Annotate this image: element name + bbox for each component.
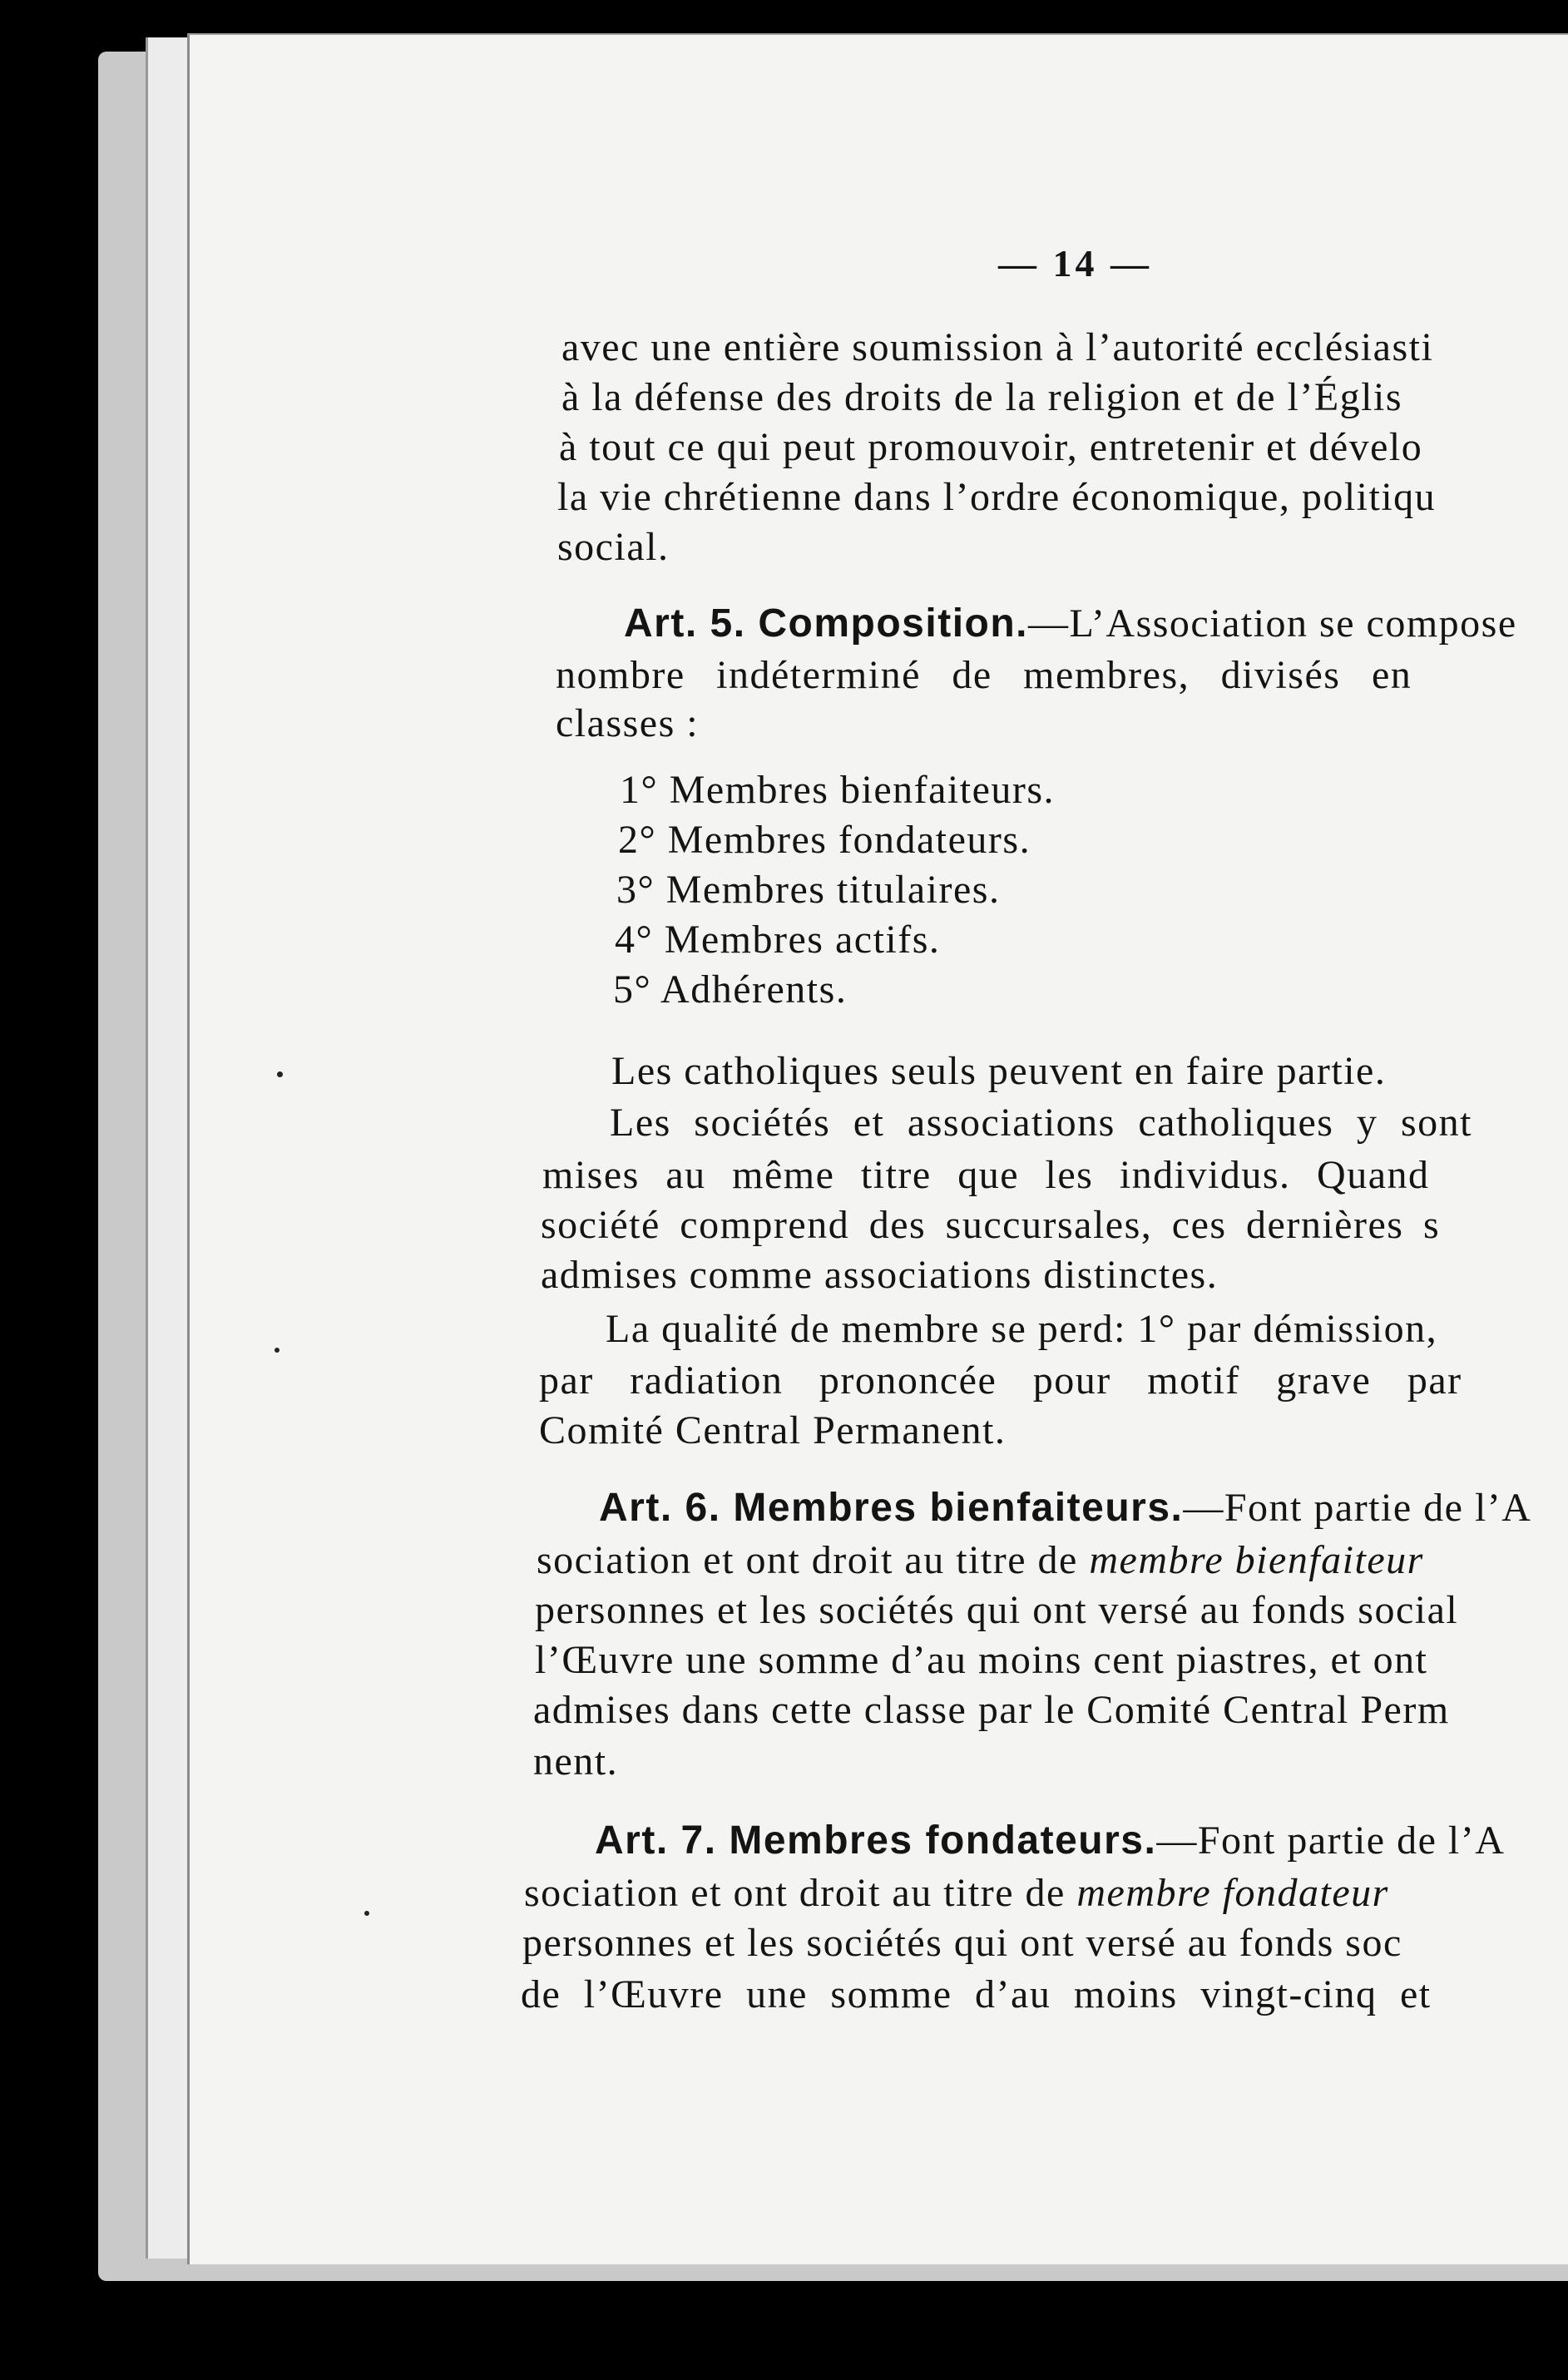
text-line: La qualité de membre se perd: 1° par démission, [606,1307,1438,1351]
text-line: à tout ce qui peut promouvoir, entretenir et dévelo [559,425,1423,469]
text-line: admises comme associations distinctes. [541,1253,1219,1297]
text-line: Les sociétés et associations catholiques y sont [610,1101,1472,1145]
article-6-line [599,1485,1531,1531]
article-6-line-2 [537,1537,1424,1583]
text-line: Comité Central Permanent. [539,1408,1007,1452]
print-speck [364,1911,369,1916]
text-line: classes : [556,701,700,745]
article-7-line-2 [524,1870,1389,1916]
text-line: nombre indéterminé de membres, divisés en [556,653,1412,697]
member-class-item: 5° Adhérents. [613,967,848,1012]
article-7-text: —Font partie de l’A [1156,1818,1506,1863]
article-7-heading: Art. 7. Membres fondateurs. [595,1818,1157,1863]
member-class-item: 2° Membres fondateurs. [618,818,1031,862]
italic-term: membre fondateur [1076,1871,1389,1915]
article-6-text: —Font partie de l’A [1183,1486,1532,1530]
page-number: — 14 — [998,242,1152,285]
text-line: la vie chrétienne dans l’ordre économique, politiqu [557,475,1437,519]
text-line: société comprend des succursales, ces dernières s [541,1203,1441,1247]
member-class-item: 4° Membres actifs. [615,918,941,962]
member-class-item: 3° Membres titulaires. [616,868,1001,912]
text-line: personnes et les sociétés qui ont versé au fonds social [535,1588,1459,1632]
print-speck [277,1071,283,1077]
text-span: sociation et ont droit au titre de [537,1538,1090,1582]
text-line: personnes et les sociétés qui ont versé au fonds soc [522,1921,1402,1965]
text-line: avec une entière soumission à l’autorité ecclésiasti [561,325,1434,369]
text-line: mises au même titre que les individus. Quand [542,1153,1430,1197]
text-line: à la défense des droits de la religion et de l’Églis [561,375,1403,419]
article-5-line [624,601,1517,646]
member-class-item: 1° Membres bienfaiteurs. [620,768,1056,812]
text-line: Les catholiques seuls peuvent en faire partie. [611,1049,1387,1093]
text-span: sociation et ont droit au titre de [524,1871,1077,1915]
article-6-heading: Art. 6. Membres bienfaiteurs. [599,1486,1184,1530]
text-line: par radiation prononcée pour motif grave par [539,1358,1462,1403]
text-line: social. [557,525,670,569]
text-line: l’Œuvre une somme d’au moins cent piastres, et ont [535,1638,1428,1682]
article-7-line [595,1818,1505,1863]
text-line: de l’Œuvre une somme d’au moins vingt-cinq et [521,1972,1432,2016]
italic-term: membre bienfaiteur [1089,1538,1424,1582]
text-line: admises dans cette classe par le Comité Central Perm [533,1688,1450,1732]
article-5-heading: Art. 5. Composition. [624,601,1028,646]
text-line: nent. [533,1739,619,1784]
article-5-text: —L’Association se compose [1028,601,1517,646]
print-speck [275,1348,279,1353]
